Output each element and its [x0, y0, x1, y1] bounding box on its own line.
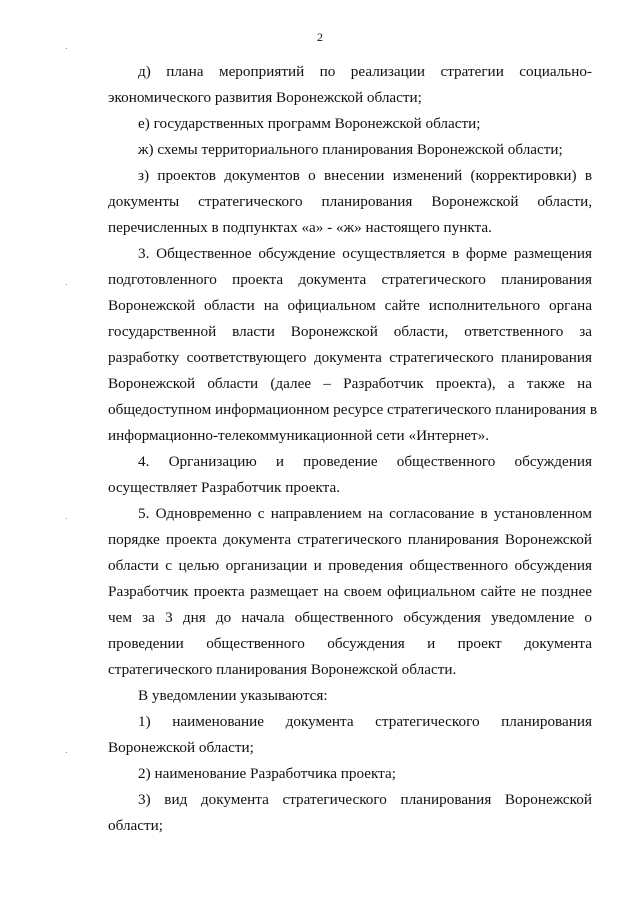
text-line: ж) схемы территориального планирования Воронежской области;: [138, 141, 563, 158]
page-number: 2: [317, 30, 323, 44]
text-line: подготовленного проекта документа стратегического планирования: [108, 271, 592, 288]
text-line: 3) вид документа стратегического планирования Воронежской: [138, 791, 592, 808]
text-line: государственной власти Воронежской области, ответственного за: [108, 323, 592, 340]
text-line: перечисленных в подпунктах «а» - «ж» настоящего пункта.: [108, 219, 492, 236]
text-line: порядке проекта документа стратегического планирования Воронежской: [108, 531, 592, 548]
text-line: стратегического планирования Воронежской области.: [108, 661, 457, 678]
text-line: Воронежской области;: [108, 739, 254, 756]
text-line: 2) наименование Разработчика проекта;: [138, 765, 396, 782]
margin-mark: [66, 48, 67, 49]
text-line: В уведомлении указываются:: [138, 687, 328, 704]
text-line: области с целью организации и проведения общественного обсуждения: [108, 557, 592, 574]
text-line: общедоступном информационном ресурсе стратегического планирования в: [108, 401, 598, 418]
margin-mark: [66, 752, 67, 753]
text-line: информационно-телекоммуникационной сети «Интернет».: [108, 427, 490, 444]
text-line: 1) наименование документа стратегического планирования: [138, 713, 592, 730]
margin-mark: [66, 518, 67, 519]
text-line: з) проектов документов о внесении изменений (корректировки) в: [138, 167, 592, 184]
text-line: экономического развития Воронежской области;: [108, 89, 422, 106]
text-line: е) государственных программ Воронежской области;: [138, 115, 481, 132]
text-line: Воронежской области на официальном сайте исполнительного органа: [108, 297, 592, 314]
text-line: 4. Организацию и проведение общественного обсуждения: [138, 453, 592, 470]
text-line: проведении общественного обсуждения и проект документа: [108, 635, 592, 652]
text-line: 5. Одновременно с направлением на согласование в установленном: [138, 505, 592, 522]
text-line: документы стратегического планирования Воронежской области,: [108, 193, 592, 210]
text-line: Воронежской области (далее – Разработчик проекта), а также на: [108, 375, 592, 392]
text-line: осуществляет Разработчик проекта.: [108, 479, 341, 496]
margin-mark: [66, 284, 67, 285]
text-line: Разработчик проекта размещает на своем официальном сайте не позднее: [108, 583, 592, 600]
text-line: области;: [108, 817, 163, 834]
text-line: чем за 3 дня до начала общественного обсуждения уведомление о: [108, 609, 592, 626]
text-line: 3. Общественное обсуждение осуществляется в форме размещения: [138, 245, 592, 262]
text-line: д) плана мероприятий по реализации стратегии социально-: [138, 63, 592, 80]
text-line: разработку соответствующего документа стратегического планирования: [108, 349, 592, 366]
